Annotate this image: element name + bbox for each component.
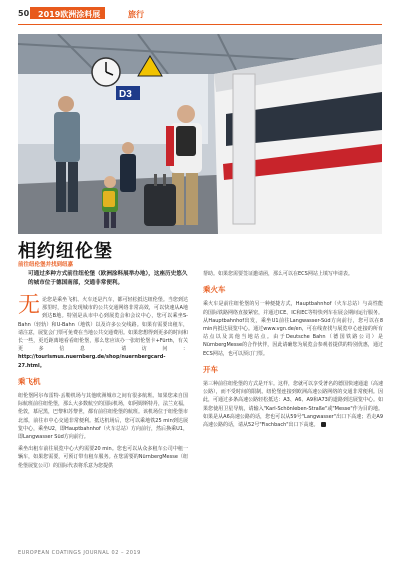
article-subtitle: 前往纽伦堡并找到纽嘉 [18,262,74,268]
platform-sign: D3 [119,89,132,100]
article-lead: 可通过多种方式前往纽伦堡（欧洲涂料展举办地），这座历史悠久的城市位于德国南部，交通非常便利。 [28,271,188,286]
train-paragraph: 乘火车是前往纽伦堡的另一种便捷方式，Hauptbahnhof（火车总站）与高性能的国际铁路网络直接紧密，并通过ICE、IC和EC等特快列车在展会期间运行服务。从Hauptbahnhof出发，乘坐U1前往Langwasser-Süd方向前行，您可以在8 min内抵达展览中心。通过www.vgn.de/en，可在线查找与展览中心连接的所有站点以及其他当地站点。由于Deutsche Bahn（德国铁路公司）是NürnbergMesse的合作伙伴，因此请确您为展览会参观者提供的特别优惠，通过ECS网站，也可以预订门票。 [203,301,383,357]
tourism-link[interactable]: http://tourismus.nuernberg.de/shop/nuernbergcard-27.html。 [18,354,166,369]
heading-by-train: 乘火车 [203,285,226,295]
column-left [18,293,189,474]
plane-paragraph-1: 纽伦堡阿尔布雷特·丢勒机场与其他欧洲城市之间有很多航班。如果您来自国际航班前往纽伦堡，那么大多数航空的国际机场，如阿姆斯特丹，法兰克福，伦敦，慕尼黑，巴黎和苏黎世，都有前往纽伦堡的航班。该机场位于纽伦堡市北部，前往市中心交通非常便利。抵达机场后，您可以乘地铁25 min到达展览中心，乘坐U2，即Hauptbahnhof（火车总站）方向前行，然后换乘U1，即Langwasser Süd方向前行。 [18,393,189,441]
heading-by-car: 开车 [203,364,218,374]
intro-text: 论您是乘坐飞机、火车还是汽车，都可轻松抵达纽伦堡。当您到达那里时，您会发现城市的公共交通网络非常高效，可以快速从A地到达B地。特别是从市中心到展览会和会议中心，您可以乘坐S-Bahn（轻轨）和U-Bahn（地铁）以及许多公交线路。如果有需要出租车，请注意，展览会门票可免费在当地公共交通费用。如果您想得到更多的时间和长一些，更近距离地看看纽伦堡，那么您应该办一张纽伦堡卡+Fürth，有关更多信息，请访问： [18,297,189,353]
plane-paragraph-2: 乘坐出租车前往展览中心大约需要20 min。您也可以从众多租车公司中租一辆车，如果您需要，可预订带有租车服务。在您需要的NürnbergMesse（纽伦堡展览公司）的国际代表将乐意为您提供 [18,446,188,469]
page-footer: EUROPEAN COATINGS JOURNAL 02 – 2019 [18,550,141,556]
train-station-photo [18,34,382,234]
article-title: 相约纽伦堡 [18,241,113,262]
visa-paragraph: 帮助。如果您需要签证邀请函，那么可以在ECS网站上填写申请表。 [203,271,353,277]
header-rule [18,24,382,25]
car-text: 第三种前往纽伦堡的方式是开车。这样，您就可以享受著名的德国快速通道（高速公路），而不受时间的限制。纽伦堡连接到欧洲高速公路网络的交通非常便利。因此，可通过多条高速公路轻松抵达：A3、A6、A9和A73的道路到达展览中心。如果您使用卫星导航，请输入"Karl-Schönleben-Straße"或"Messe"作为目的地。如果是从A6高速公路的话，您也可以从59号"Langwasser"出口下高速；若走A9高速公路的话，请从52号"Fischbach"出口下高速。 [203,381,384,429]
page-number: 50 [18,9,30,18]
magazine-title: 2019欧洲涂料展 [38,10,101,19]
heading-by-plane: 乘飞机 [18,376,41,386]
car-paragraph [203,380,383,429]
section-label: 旅行 [128,10,144,19]
page-header [0,0,400,28]
column-right [203,270,383,433]
end-of-article-icon [321,422,326,427]
intro-paragraph [18,293,189,370]
drop-cap: 无 [18,293,41,318]
